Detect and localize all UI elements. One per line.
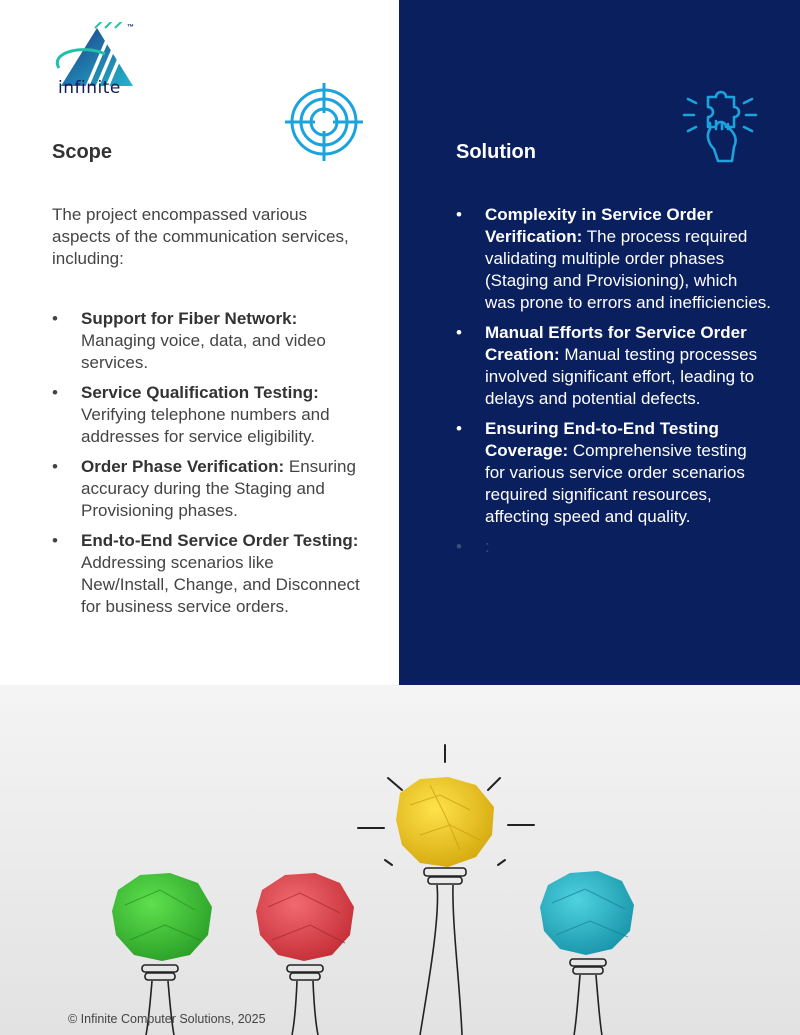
list-item-empty: • :: [456, 536, 771, 558]
solution-heading: Solution: [456, 141, 536, 163]
list-item: • Ensuring End-to-End Testing Coverage: Comprehensive testing for various service order scenarios required significant resources, affecting speed and quality.: [456, 418, 771, 528]
copyright-footer: © Infinite Computer Solutions, 2025: [68, 1012, 266, 1026]
list-item: • Complexity in Service Order Verification: The process required validating multiple order phases (Staging and Provisioning), which was prone to errors and inefficiencies.: [456, 204, 771, 314]
scope-heading: Scope: [52, 141, 113, 163]
list-item: • Service Qualification Testing: Verifying telephone numbers and addresses for service eligibility.: [52, 382, 362, 448]
scope-intro: The project encompassed various aspects of the communication services, including:: [52, 205, 349, 268]
list-item: • Support for Fiber Network: Managing voice, data, and video services.: [52, 308, 362, 374]
lightbulb-illustration: [0, 685, 800, 1035]
list-item: • End-to-End Service Order Testing: Addressing scenarios like New/Install, Change, and Disconnect for business service orders.: [52, 530, 362, 618]
scope-list: [52, 308, 362, 626]
list-item: • Manual Efforts for Service Order Creation: Manual testing processes involved significant effort, leading to delays and potential defects.: [456, 322, 771, 410]
solution-list: [456, 204, 771, 566]
logo-wordmark: infinite: [58, 78, 121, 98]
trademark-mark: ™: [127, 24, 134, 31]
target-icon: [285, 83, 363, 161]
list-item: • Order Phase Verification: Ensuring accuracy during the Staging and Provisioning phases.: [52, 456, 362, 522]
puzzle-hand-icon: [678, 85, 762, 169]
